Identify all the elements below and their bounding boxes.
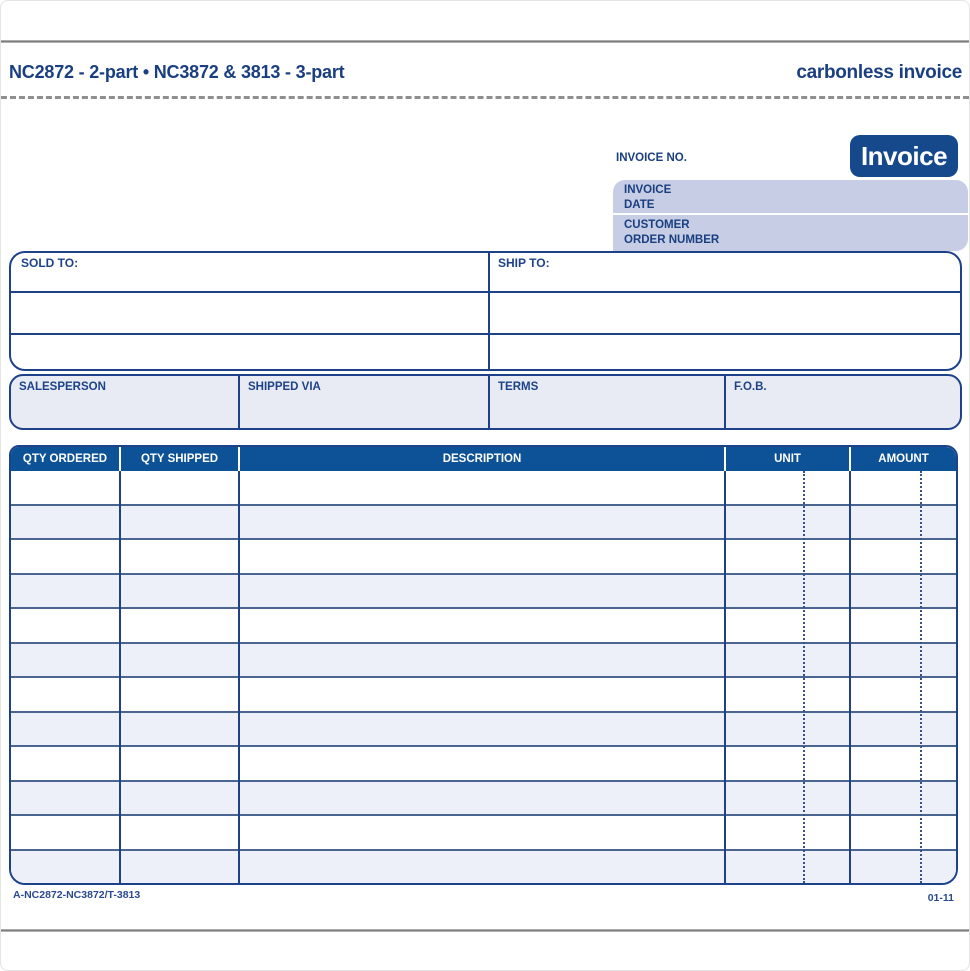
table-cell	[11, 782, 121, 815]
table-cell	[726, 575, 851, 608]
sold-ship-divider	[488, 253, 490, 369]
table-cell	[726, 540, 851, 573]
table-cell	[11, 644, 121, 677]
table-cell	[121, 713, 240, 746]
product-type-title: carbonless invoice	[796, 62, 962, 83]
table-cell	[851, 609, 956, 642]
column-divider	[849, 471, 851, 883]
table-row	[11, 711, 956, 746]
table-cell	[11, 747, 121, 780]
address-rule-line	[11, 291, 960, 293]
amount-cents-dotted-line	[920, 471, 922, 883]
table-cell	[121, 851, 240, 884]
table-cell	[726, 782, 851, 815]
table-cell	[121, 782, 240, 815]
perforation-dashed-line	[1, 96, 969, 99]
ship-to-label: SHIP TO:	[498, 256, 550, 270]
invoice-date-field	[613, 180, 968, 213]
table-row	[11, 538, 956, 573]
table-row	[11, 573, 956, 608]
table-cell	[11, 713, 121, 746]
items-table-header	[11, 447, 956, 471]
unit-cents-dotted-line	[803, 471, 805, 883]
address-rule-line	[11, 333, 960, 335]
table-cell	[851, 851, 956, 884]
table-cell	[726, 506, 851, 539]
qty-shipped-header: QTY SHIPPED	[121, 447, 240, 471]
table-cell	[240, 575, 726, 608]
table-cell	[11, 851, 121, 884]
sold-to-label: SOLD TO:	[21, 256, 79, 270]
table-cell	[240, 506, 726, 539]
top-header-bar	[9, 62, 962, 84]
footer-form-code: A-NC2872-NC3872/T-3813	[13, 889, 141, 901]
table-cell	[851, 506, 956, 539]
shipping-info-row	[9, 374, 962, 430]
table-cell	[11, 506, 121, 539]
table-cell	[851, 540, 956, 573]
table-cell	[121, 678, 240, 711]
table-cell	[121, 747, 240, 780]
product-codes: NC2872 - 2-part • NC3872 & 3813 - 3-part	[9, 62, 345, 82]
table-cell	[240, 782, 726, 815]
invoice-no-label: INVOICE NO.	[616, 152, 687, 164]
table-cell	[121, 506, 240, 539]
table-row	[11, 607, 956, 642]
sheet-bottom-edge	[1, 929, 969, 932]
column-divider	[238, 471, 240, 883]
invoice-badge: Invoice	[850, 135, 958, 177]
customer-order-label-line2: ORDER NUMBER	[624, 234, 720, 246]
table-cell	[240, 851, 726, 884]
table-cell	[240, 644, 726, 677]
table-cell	[11, 609, 121, 642]
column-divider	[724, 471, 726, 883]
table-row	[11, 780, 956, 815]
invoice-date-label-line2: DATE	[624, 199, 655, 211]
table-cell	[121, 471, 240, 504]
items-table	[9, 445, 958, 885]
table-cell	[726, 678, 851, 711]
table-cell	[11, 816, 121, 849]
table-cell	[726, 713, 851, 746]
fob-field: F.O.B.	[734, 381, 767, 393]
table-cell	[240, 471, 726, 504]
table-cell	[121, 644, 240, 677]
customer-order-number-field	[613, 215, 968, 251]
table-cell	[726, 747, 851, 780]
table-row	[11, 849, 956, 884]
footer-date-code: 01-11	[927, 892, 954, 904]
sheet-top-edge	[1, 40, 969, 43]
table-cell	[851, 782, 956, 815]
table-row	[11, 745, 956, 780]
table-cell	[240, 540, 726, 573]
table-cell	[726, 816, 851, 849]
table-cell	[240, 609, 726, 642]
salesperson-field: SALESPERSON	[11, 376, 240, 428]
table-cell	[121, 816, 240, 849]
table-cell	[851, 713, 956, 746]
items-table-body	[11, 471, 956, 883]
table-row	[11, 814, 956, 849]
amount-header: AMOUNT	[878, 453, 929, 465]
table-cell	[11, 678, 121, 711]
sold-to-ship-to-section	[9, 251, 962, 371]
shipped-via-field: SHIPPED VIA	[240, 376, 490, 428]
table-cell	[240, 816, 726, 849]
table-cell	[11, 540, 121, 573]
table-cell	[240, 713, 726, 746]
customer-order-label-line1: CUSTOMER	[624, 219, 690, 231]
table-cell	[726, 609, 851, 642]
table-cell	[11, 575, 121, 608]
table-cell	[11, 471, 121, 504]
unit-header: UNIT	[726, 447, 851, 471]
invoice-date-label-line1: INVOICE	[624, 184, 672, 196]
terms-field: TERMS	[490, 376, 726, 428]
table-cell	[726, 644, 851, 677]
table-cell	[851, 747, 956, 780]
table-cell	[851, 471, 956, 504]
table-cell	[240, 678, 726, 711]
table-cell	[726, 471, 851, 504]
table-cell	[240, 747, 726, 780]
column-divider	[119, 471, 121, 883]
table-cell	[851, 678, 956, 711]
table-cell	[121, 609, 240, 642]
table-cell	[851, 644, 956, 677]
table-row	[11, 471, 956, 504]
table-row	[11, 676, 956, 711]
table-cell	[851, 816, 956, 849]
table-cell	[726, 851, 851, 884]
qty-ordered-header: QTY ORDERED	[11, 447, 121, 471]
table-cell	[851, 575, 956, 608]
table-row	[11, 504, 956, 539]
table-row	[11, 642, 956, 677]
table-cell	[121, 575, 240, 608]
description-header: DESCRIPTION	[240, 447, 726, 471]
table-cell	[121, 540, 240, 573]
